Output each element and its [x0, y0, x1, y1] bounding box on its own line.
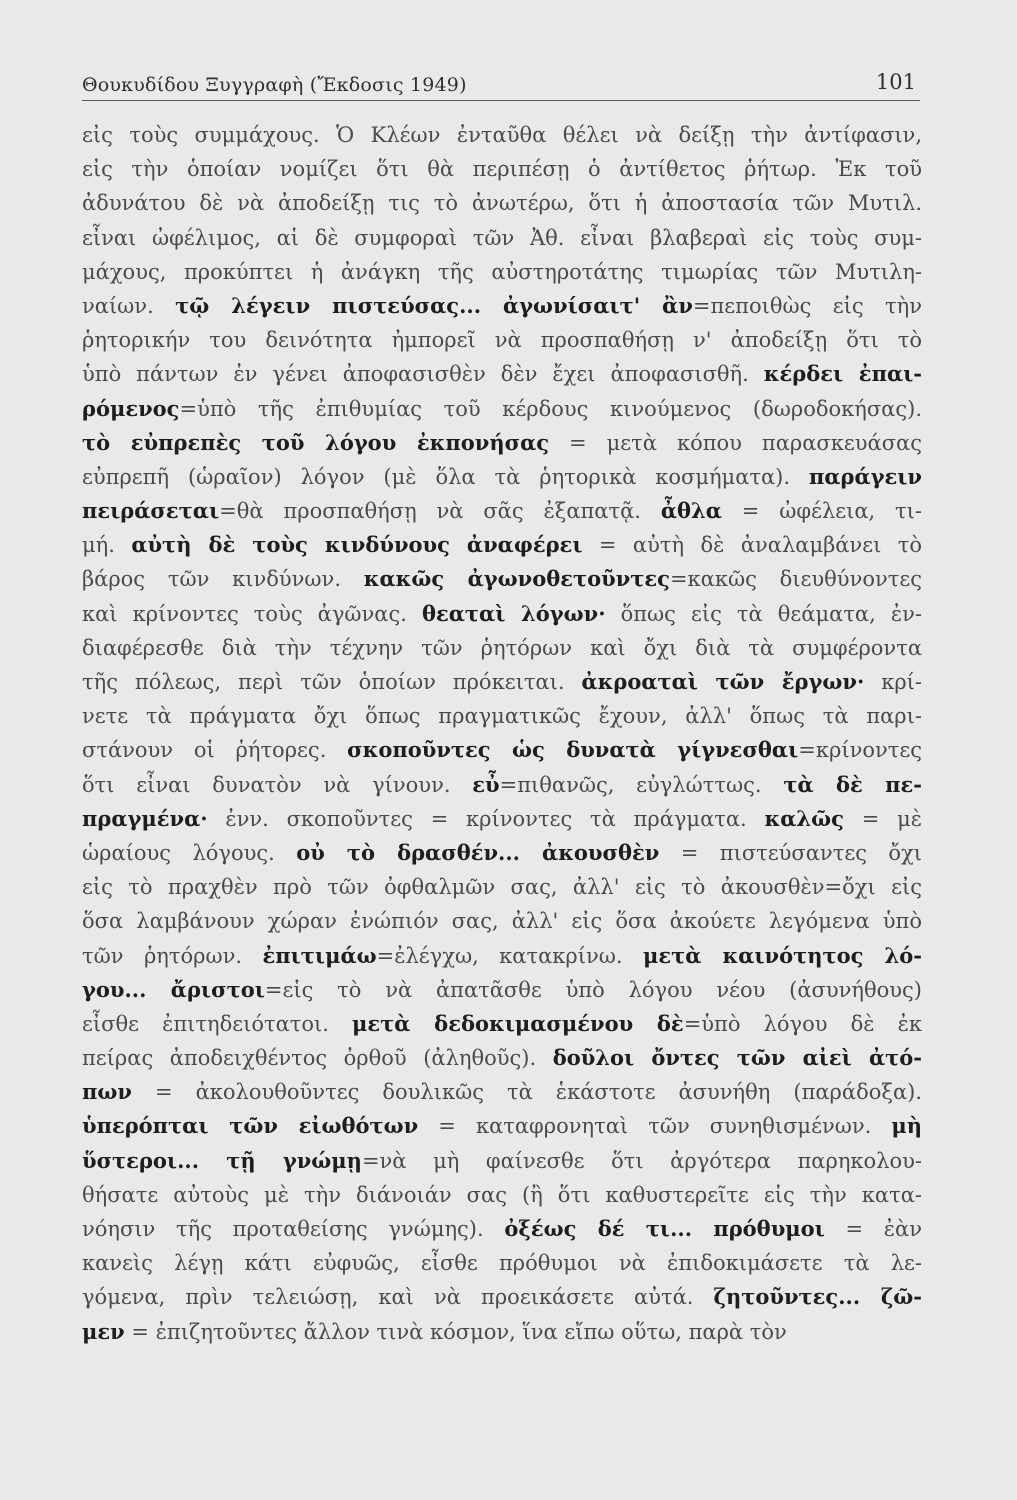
lemma-term: ὕστεροι... τῇ γνώμῃ	[82, 1147, 362, 1173]
text-line	[82, 1280, 922, 1314]
gloss-text: ναίων.	[82, 293, 176, 318]
gloss-text: βάρος τῶν κινδύνων.	[82, 567, 364, 592]
lemma-term: θεαταὶ λόγων·	[421, 600, 606, 626]
text-line	[82, 973, 922, 1007]
lemma-term: καλῶς	[764, 805, 844, 831]
gloss-text: εἶναι ὠφέλιμος, αἱ δὲ συμφοραὶ τῶν Ἀθ. εἶναι βλαβεραὶ εἰς τοὺς συμ-	[82, 225, 922, 250]
gloss-text: στάνουν οἱ ῥήτορες.	[82, 738, 348, 763]
gloss-text: ὅτι εἶναι δυνατὸν νὰ γίνουν.	[82, 772, 473, 797]
text-line	[82, 528, 922, 562]
gloss-text: = πιστεύσαντες ὄχι	[659, 840, 922, 865]
text-line	[82, 836, 922, 870]
gloss-text: ἐνν. σκοποῦντες = κρίνοντες τὰ πράγματα.	[207, 806, 765, 831]
text-line	[82, 1315, 922, 1349]
lemma-term: τὰ δὲ πε-	[783, 771, 922, 797]
gloss-text: ἀδυνάτου δὲ νὰ ἀποδείξῃ τις τὸ ἀνωτέρω, ὅτι ἡ ἀποστασία τῶν Μυτιλ.	[82, 191, 922, 216]
text-line	[82, 255, 922, 289]
gloss-text: πείρας ἀποδειχθέντος ὀρθοῦ (ἀληθοῦς).	[82, 1046, 553, 1071]
lemma-term: εὖ	[472, 771, 500, 797]
text-line	[82, 494, 922, 528]
lemma-term: μετὰ καινότητος λό-	[643, 942, 922, 968]
gloss-text: = ἐπιζητοῦντες ἄλλον τινὰ κόσμον, ἵνα εἴπω οὕτω, παρὰ τὸν	[124, 1319, 787, 1344]
text-line	[82, 323, 922, 357]
text-line	[82, 699, 922, 733]
text-line	[82, 118, 922, 152]
lemma-term: τῷ λέγειν πιστεύσας... ἀγωνίσαιτ' ἂν	[175, 292, 693, 318]
gloss-text: κρί-	[864, 670, 922, 694]
gloss-text: = ἐὰν	[824, 1217, 922, 1241]
text-line	[82, 392, 922, 426]
lemma-term: γου... ἄριστοι	[82, 976, 265, 1002]
text-line	[82, 1144, 922, 1178]
gloss-text: =νὰ μὴ φαίνεσθε ὅτι ἀργότερα παρηκολου-	[361, 1148, 922, 1173]
gloss-text: = καταφρονηταὶ τῶν συνηθισμένων.	[418, 1114, 892, 1139]
lemma-term: μετὰ δεδοκιμασμένου δὲ	[352, 1010, 684, 1036]
gloss-text: νετε τὰ πράγματα ὄχι ὅπως πραγματικῶς ἔχουν, ἀλλ' ὅπως τὰ παρι-	[82, 704, 922, 729]
text-line	[82, 562, 922, 596]
gloss-text: =ἐλέγχω, κατακρίνω.	[376, 943, 643, 968]
gloss-text: =πεποιθὼς εἰς τὴν	[692, 293, 922, 318]
gloss-text: νόησιν τῆς προταθείσης γνώμης).	[82, 1217, 505, 1241]
gloss-text: =κρίνοντες	[798, 738, 922, 763]
gloss-text: εἶσθε ἐπιτηδειότατοι.	[82, 1011, 353, 1036]
text-line	[82, 460, 922, 494]
gloss-text: εἰς τὴν ὁποίαν νομίζει ὅτι θὰ περιπέσῃ ὁ ἀντίθετος ῥήτωρ. Ἐκ τοῦ	[82, 157, 922, 182]
text-line	[82, 1041, 922, 1075]
gloss-text: =ὑπὸ λόγου δὲ ἐκ	[683, 1011, 922, 1036]
gloss-text: κανεὶς λέγῃ κάτι εὐφυῶς, εἶσθε πρόθυμοι νὰ ἐπιδοκιμάσετε τὰ λε-	[82, 1251, 922, 1276]
text-line	[82, 1246, 922, 1280]
gloss-text: εἰς τὸ πραχθὲν πρὸ τῶν ὀφθαλμῶν σας, ἀλλ' εἰς τὸ ἀκουσθὲν=ὄχι εἰς	[82, 875, 922, 900]
gloss-text: =θὰ προσπαθήσῃ νὰ σᾶς ἐξαπατᾷ.	[219, 499, 661, 524]
commentary-text	[82, 118, 922, 1349]
gloss-text: γόμενα, πρὶν τελειώσῃ, καὶ νὰ προεικάσετε αὐτά.	[82, 1285, 714, 1310]
lemma-term: ἀκροαταὶ τῶν ἔργων·	[581, 669, 865, 694]
text-line	[82, 152, 922, 186]
gloss-text: =πιθανῶς, εὐγλώττως.	[499, 772, 784, 797]
text-line	[82, 1007, 922, 1041]
lemma-term: αὐτὴ δὲ τοὺς κινδύνους ἀναφέρει	[131, 532, 583, 558]
lemma-term: παράγειν	[808, 463, 922, 489]
lemma-term: μὴ	[891, 1113, 922, 1139]
lemma-term: κέρδει ἐπαι-	[763, 361, 922, 387]
text-line	[82, 1075, 922, 1109]
gloss-text: ὡραίους λόγους.	[82, 840, 297, 865]
text-line	[82, 904, 922, 938]
lemma-term: ὑπερόπται τῶν εἰωθότων	[82, 1113, 419, 1139]
page-header	[82, 66, 920, 100]
gloss-text: τῆς πόλεως, περὶ τῶν ὁποίων πρόκειται.	[82, 670, 582, 694]
text-line	[82, 1178, 922, 1212]
lemma-term: ρόμενος	[82, 395, 180, 421]
text-line	[82, 870, 922, 904]
lemma-term: ἆθλα	[660, 498, 722, 524]
lemma-term: κακῶς ἀγωνοθετοῦντες	[363, 566, 670, 592]
header-rule	[82, 100, 920, 101]
gloss-text: =κακῶς διευθύνοντες	[669, 567, 922, 592]
text-line	[82, 1109, 922, 1143]
text-line	[82, 631, 922, 665]
text-line	[82, 597, 922, 631]
gloss-text: = αὐτὴ δὲ ἀναλαμβάνει τὸ	[582, 533, 922, 558]
gloss-text: ὅπως εἰς τὰ θεάματα, ἐν-	[605, 601, 922, 626]
gloss-text: = ὠφέλεια, τι-	[721, 499, 922, 524]
lemma-term: πειράσεται	[82, 498, 220, 524]
text-line	[82, 426, 922, 460]
gloss-text: τῶν ῥητόρων.	[82, 943, 263, 968]
text-line	[82, 1212, 922, 1246]
gloss-text: =εἰς τὸ νὰ ἀπατᾶσθε ὑπὸ λόγου νέου (ἀσυνήθους)	[264, 977, 922, 1002]
gloss-text: καὶ κρίνοντες τοὺς ἀγῶνας.	[82, 601, 422, 626]
text-line	[82, 939, 922, 973]
lemma-term: ζητοῦντες... ζῶ-	[713, 1284, 922, 1310]
page-number: 101	[875, 70, 916, 94]
lemma-term: σκοποῦντες ὡς δυνατὰ γίγνεσθαι	[347, 737, 799, 763]
gloss-text: θήσατε αὐτοὺς μὲ τὴν διάνοιάν σας (ἢ ὅτι καθυστερεῖτε εἰς τὴν κατα-	[82, 1182, 922, 1207]
running-title: Θουκυδίδου Ξυγγραφὴ (Ἔκδοσις 1949)	[82, 74, 467, 96]
lemma-term: ἐπιτιμάω	[262, 942, 377, 968]
gloss-text: μάχους, προκύπτει ἡ ἀνάγκη τῆς αὐστηροτάτης τιμωρίας τῶν Μυτιλη-	[82, 259, 922, 284]
gloss-text: εὐπρεπῆ (ὡραῖον) λόγον (μὲ ὅλα τὰ ῥητορικὰ κοσμήματα).	[82, 464, 809, 489]
lemma-term: τὸ εὐπρεπὲς τοῦ λόγου ἐκπονήσας	[82, 429, 550, 455]
gloss-text: ὅσα λαμβάνουν χώραν ἐνώπιόν σας, ἀλλ' εἰς ὅσα ἀκούετε λεγόμενα ὑπὸ	[82, 909, 922, 934]
lemma-term: πων	[82, 1079, 132, 1105]
lemma-term: πραγμένα·	[82, 805, 208, 831]
gloss-text: = μετὰ κόπου παρασκευάσας	[549, 430, 922, 455]
text-line	[82, 802, 922, 836]
text-line	[82, 221, 922, 255]
gloss-text: ὑπὸ πάντων ἐν γένει ἀποφασισθὲν δὲν ἔχει ἀποφασισθῆ.	[82, 362, 764, 387]
gloss-text: εἰς τοὺς συμμάχους. Ὁ Κλέων ἐνταῦθα θέλει νὰ δείξῃ τὴν ἀντίφασιν,	[82, 123, 922, 147]
gloss-text: = ἀκολουθοῦντες δουλικῶς τὰ ἑκάστοτε ἀσυνήθη (παράδοξα).	[131, 1080, 922, 1105]
gloss-text: =ὑπὸ τῆς ἐπιθυμίας τοῦ κέρδους κινούμενος (δωροδοκήσας).	[179, 396, 922, 421]
gloss-text: μή.	[82, 533, 132, 558]
lemma-term: δοῦλοι ὄντες τῶν αἰεὶ ἀτό-	[552, 1045, 922, 1071]
gloss-text: ῥητορικήν του δεινότητα ἠμπορεῖ νὰ προσπαθήσῃ ν' ἀποδείξῃ ὅτι τὸ	[82, 328, 922, 353]
text-line	[82, 357, 922, 391]
text-line	[82, 289, 922, 323]
lemma-term: οὐ τὸ δρασθέν... ἀκουσθὲν	[296, 839, 660, 865]
gloss-text: = μὲ	[843, 806, 922, 831]
text-line	[82, 665, 922, 699]
text-line	[82, 733, 922, 767]
lemma-term: μεν	[82, 1318, 125, 1344]
text-line	[82, 186, 922, 220]
text-line	[82, 768, 922, 802]
lemma-term: ὀξέως δέ τι... πρόθυμοι	[504, 1216, 825, 1241]
gloss-text: διαφέρεσθε διὰ τὴν τέχνην τῶν ῥητόρων καὶ ὄχι διὰ τὰ συμφέροντα	[82, 635, 922, 660]
